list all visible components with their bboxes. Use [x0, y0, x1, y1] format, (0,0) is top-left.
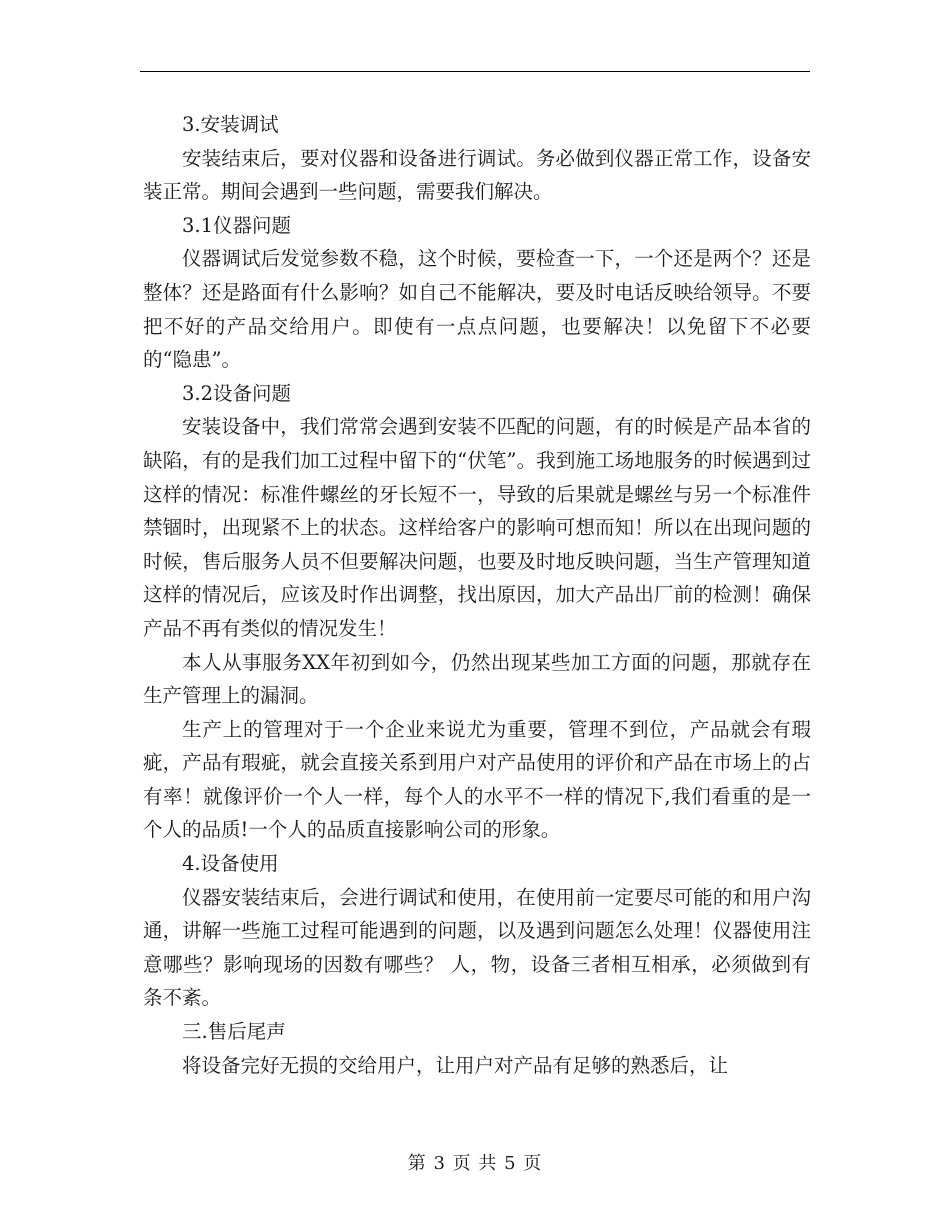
header-rule [140, 71, 810, 72]
body-paragraph: 安装结束后，要对仪器和设备进行调试。务必做到仪器正常工作，设备安装正常。期间会遇到一些问题，需要我们解决。 [143, 146, 811, 204]
page-number: 第 3 页 共 5 页 [407, 1153, 543, 1174]
body-paragraph: 仪器调试后发觉参数不稳，这个时候，要检查一下，一个还是两个？还是整体？还是路面有什么影响？如自己不能解决，要及时电话反映给领导。不要把不好的产品交给用户。即使有一点点问题，也要解决！以免留下不必要的“隐患”。 [143, 247, 811, 372]
section-heading-after-sales-end: 三.售后尾声 [182, 1020, 286, 1044]
section-heading-install-debug: 3.安装调试 [182, 113, 279, 136]
body-paragraph: 生产上的管理对于一个企业来说尤为重要，管理不到位，产品就会有瑕疵，产品有瑕疵，就会直接关系到用户对产品使用的评价和产品在市场上的占有率！就像评价一个人一样，每个人的水平不一样的情况下,我们看重的是一个人的品质!一个人的品质直接影响公司的形象。 [143, 717, 811, 842]
body-paragraph: 本人从事服务XX年初到如今，仍然出现某些加工方面的问题，那就存在生产管理上的漏洞。 [143, 650, 811, 708]
subsection-heading-instrument-issues: 3.1仪器问题 [182, 213, 292, 237]
body-paragraph: 仪器安装结束后，会进行调试和使用，在使用前一定要尽可能的和用户沟通，讲解一些施工过程可能遇到的问题，以及遇到问题怎么处理！仪器使用注意哪些？影响现场的因数有哪些？ 人，物，设备三者相互相承，必须做到有条不紊。 [143, 885, 811, 1010]
section-heading-equipment-use: 4.设备使用 [182, 852, 279, 876]
subsection-heading-equipment-issues: 3.2设备问题 [182, 381, 292, 405]
body-paragraph: 安装设备中，我们常常会遇到安装不匹配的问题，有的时候是产品本省的缺陷，有的是我们加工过程中留下的“伏笔”。我到施工场地服务的时候遇到过这样的情况：标准件螺丝的牙长短不一，导致的后果就是螺丝与另一个标准件禁锢时，出现紧不上的状态。这样给客户的影响可想而知！所以在出现问题的时候，售后服务人员不但要解决问题，也要及时地反映问题，当生产管理知道这样的情况后，应该及时作出调整，找出原因，加大产品出厂前的检测！确保产品不再有类似的情况发生！ [143, 415, 811, 640]
document-body [143, 108, 811, 1082]
body-paragraph: 将设备完好无损的交给用户，让用户对产品有足够的熟悉后，让 [182, 1053, 729, 1077]
